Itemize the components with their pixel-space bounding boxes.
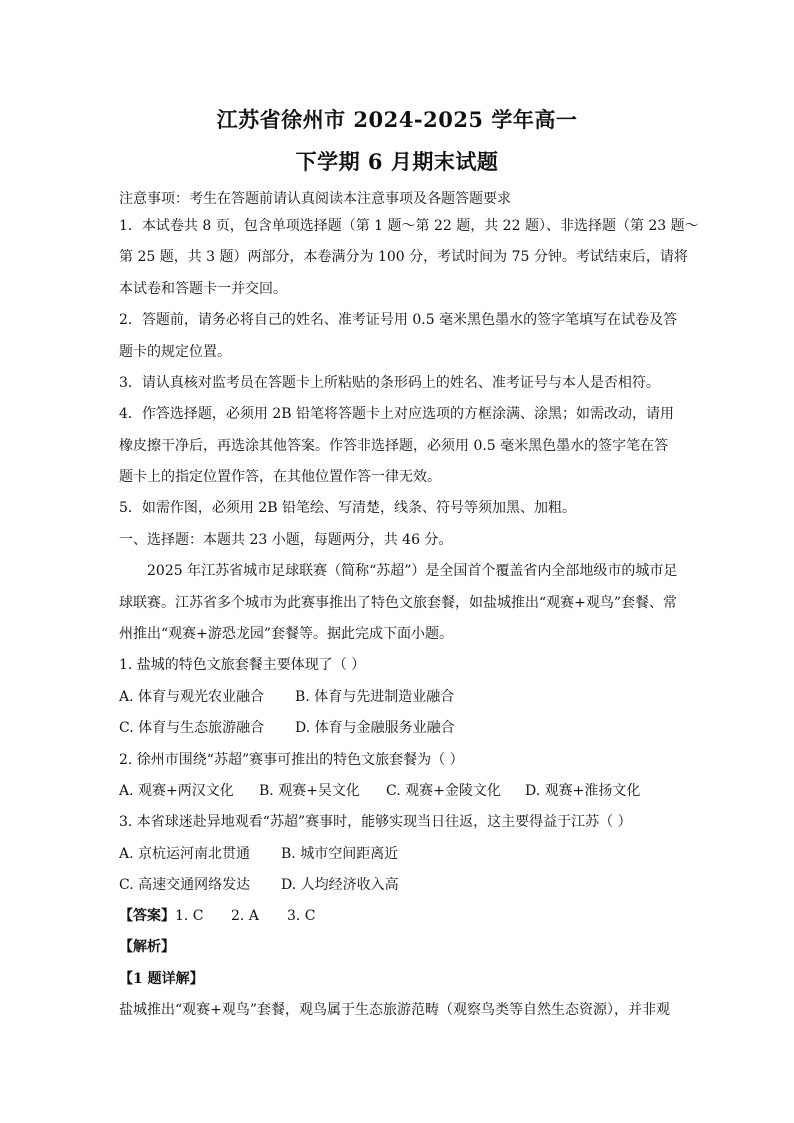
analysis-detail-line-1: 盐城推出“观赛+观鸟”套餐，观鸟属于生态旅游范畴（观察鸟类等自然生态资源），并非观 <box>119 1002 671 1018</box>
question-3-option-c: C. 高速交通网络发达 <box>119 877 251 893</box>
question-2-stem: 2. 徐州市围绕“苏超”赛事可推出的特色文旅套餐为（ ） <box>119 752 464 768</box>
passage-line-1: 2025 年江苏省城市足球联赛（简称“苏超”）是全国首个覆盖省内全部地级市的城市足 <box>147 563 678 579</box>
section-heading: 一、选择题：本题共 23 小题，每题两分，共 46 分。 <box>119 532 453 548</box>
question-1-stem: 1. 盐城的特色文旅套餐主要体现了（ ） <box>119 657 366 673</box>
analysis-label: 【解析】 <box>119 939 175 955</box>
question-2-option-a: A. 观赛+两汉文化 <box>119 783 234 799</box>
question-1-option-c: C. 体育与生态旅游融合 <box>119 720 265 736</box>
notice-item-4-line-1: 4．作答选择题，必须用 2B 铅笔将答题卡上对应选项的方框涂满、涂黑；如需改动，请用 <box>119 406 675 422</box>
analysis-detail-label: 【1 题详解】 <box>119 971 204 987</box>
question-3-stem: 3. 本省球迷赴异地观看“苏超”赛事时，能够实现当日往返，这主要得益于江苏（ ） <box>119 814 632 830</box>
question-3-options-row-2 <box>119 875 679 895</box>
notice-item-1-line-2: 第 25 题，共 3 题）两部分，本卷满分为 100 分，考试时间为 75 分钟。考试结束后，请将 <box>119 249 688 265</box>
passage-line-2: 球联赛。江苏省多个城市为此赛事推出了特色文旅套餐，如盐城推出“观赛+观鸟”套餐、常 <box>119 595 678 611</box>
question-1-options-row-2 <box>119 718 679 738</box>
question-2-option-b: B. 观赛+吴文化 <box>259 783 360 799</box>
notice-item-1-line-3: 本试卷和答题卡一并交回。 <box>119 281 287 297</box>
notice-item-4-line-2: 橡皮擦干净后，再选涂其他答案。作答非选择题，必须用 0.5 毫米黑色墨水的签字笔在答 <box>119 438 669 454</box>
question-1-option-b: B. 体育与先进制造业融合 <box>295 689 455 705</box>
question-1-option-d: D. 体育与金融服务业融合 <box>295 720 455 736</box>
answer-line <box>119 906 679 926</box>
passage-line-3: 州推出“观赛+游恐龙园”套餐等。据此完成下面小题。 <box>119 626 454 642</box>
notice-item-1-line-1: 1．本试卷共 8 页，包含单项选择题（第 1 题～第 22 题，共 22 题）、非选择题（第 23 题～ <box>119 218 699 234</box>
answer-label: 【答案】 <box>119 908 175 924</box>
question-3-options-row-1 <box>119 844 679 864</box>
answer-item-2: 2. A <box>231 908 259 924</box>
question-1-option-a: A. 体育与观光农业融合 <box>119 689 265 705</box>
notice-item-4-line-3: 题卡上的指定位置作答，在其他位置作答一律无效。 <box>119 469 441 485</box>
notice-header: 注意事项：考生在答题前请认真阅读本注意事项及各题答题要求 <box>119 191 511 207</box>
answer-item-1: 1. C <box>175 908 204 924</box>
answer-item-3: 3. C <box>287 908 316 924</box>
question-3-option-d: D. 人均经济收入高 <box>281 877 399 893</box>
exam-title-line1: 江苏省徐州市 2024-2025 学年高一 <box>216 107 578 132</box>
question-3-option-a: A. 京杭运河南北贯通 <box>119 846 251 862</box>
notice-item-2-line-1: 2．答题前，请务必将自己的姓名、准考证号用 0.5 毫米黑色墨水的签字笔填写在试卷及答 <box>119 312 678 328</box>
question-2-option-d: D. 观赛+淮扬文化 <box>525 783 641 799</box>
notice-item-3-line-1: 3．请认真核对监考员在答题卡上所粘贴的条形码上的姓名、准考证号与本人是否相符。 <box>119 375 660 391</box>
question-1-options-row-1 <box>119 687 679 707</box>
notice-item-5-line-1: 5．如需作图，必须用 2B 铅笔绘、写清楚，线条、符号等须加黑、加粗。 <box>119 500 577 516</box>
question-2-option-c: C. 观赛+金陵文化 <box>386 783 501 799</box>
notice-item-2-line-2: 题卡的规定位置。 <box>119 344 231 360</box>
question-2-options-row-1 <box>119 781 679 801</box>
exam-title-line2: 下学期 6 月期末试题 <box>295 149 499 174</box>
question-3-option-b: B. 城市空间距离近 <box>281 846 399 862</box>
